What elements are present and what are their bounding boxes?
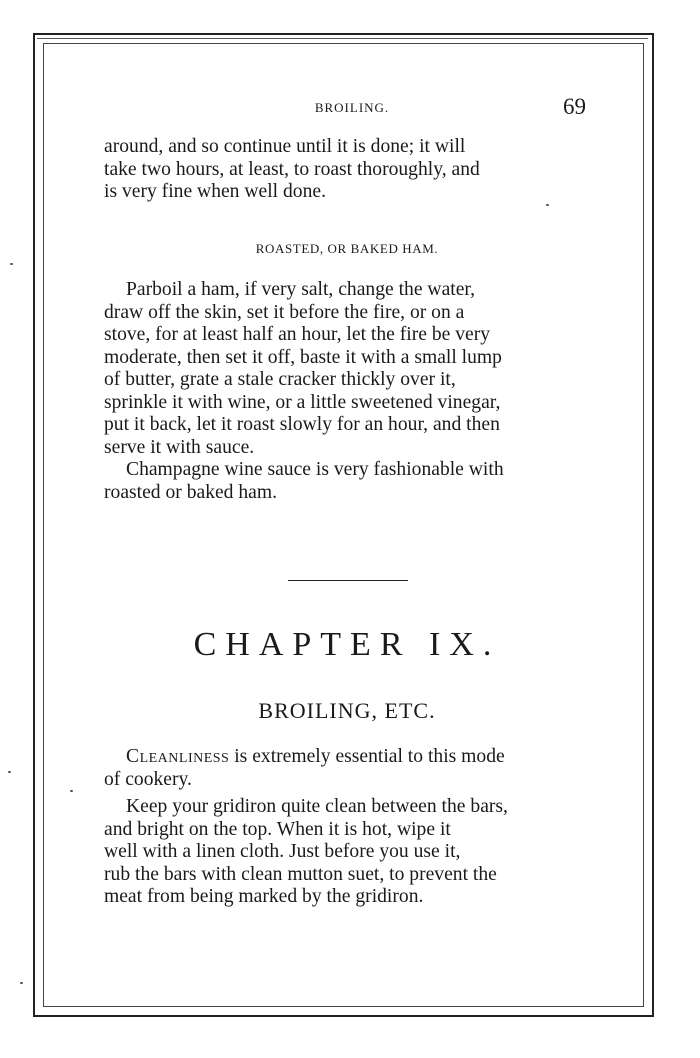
scan-speck bbox=[20, 982, 23, 984]
text-line: of butter, grate a stale cracker thickly over it, bbox=[104, 369, 456, 390]
continuation-paragraph bbox=[104, 136, 590, 204]
text-line: stove, for at least half an hour, let the fire be very bbox=[104, 324, 491, 345]
text-line: roasted or baked ham. bbox=[104, 481, 278, 503]
text-line: and bright on the top. When it is hot, wipe it bbox=[104, 818, 451, 840]
page-number: 69 bbox=[563, 94, 586, 119]
broiling-paragraph-1 bbox=[104, 746, 590, 791]
ham-paragraph-2 bbox=[104, 459, 590, 504]
text-line: of cookery. bbox=[104, 768, 192, 790]
text-line bbox=[104, 746, 590, 769]
text-line: is very fine when well done. bbox=[104, 181, 326, 202]
ham-paragraph-1 bbox=[104, 279, 590, 459]
running-title: BROILING. bbox=[314, 100, 390, 115]
chapter-title: CHAPTER IX. bbox=[193, 626, 501, 663]
text-line: Parboil a ham, if very salt, change the water, bbox=[126, 279, 476, 300]
page-frame-top-rule bbox=[37, 38, 648, 39]
text-line: Keep your gridiron quite clean between the bars, bbox=[126, 796, 508, 817]
text-line: around, and so continue until it is done; it will bbox=[104, 136, 466, 157]
scan-speck bbox=[8, 771, 11, 773]
text-line: moderate, then set it off, baste it with a small lump bbox=[104, 346, 502, 368]
text-line: Champagne wine sauce is very fashionable with bbox=[126, 459, 504, 480]
lead-word-smallcaps: Cleanliness bbox=[126, 746, 230, 767]
text-line: sprinkle it with wine, or a little sweetened vinegar, bbox=[104, 391, 501, 413]
section-divider bbox=[288, 580, 408, 581]
text-line: take two hours, at least, to roast thoroughly, and bbox=[104, 158, 480, 180]
text-line: put it back, let it roast slowly for an hour, and then bbox=[104, 414, 500, 435]
section-heading-roasted-ham: ROASTED, OR BAKED HAM. bbox=[255, 241, 439, 256]
text-line-rest: is extremely essential to this mode bbox=[229, 746, 505, 767]
scan-speck bbox=[10, 263, 13, 265]
scan-speck bbox=[70, 790, 73, 792]
text-line: well with a linen cloth. Just before you use it, bbox=[104, 841, 461, 862]
chapter-subtitle: BROILING, ETC. bbox=[258, 698, 436, 723]
text-line: rub the bars with clean mutton suet, to prevent the bbox=[104, 863, 497, 885]
running-head bbox=[104, 96, 590, 120]
scan-speck bbox=[546, 204, 549, 206]
text-line: draw off the skin, set it before the fire, or on a bbox=[104, 301, 465, 323]
text-line: meat from being marked by the gridiron. bbox=[104, 886, 424, 907]
broiling-paragraph-2 bbox=[104, 796, 590, 909]
text-line: serve it with sauce. bbox=[104, 436, 255, 458]
